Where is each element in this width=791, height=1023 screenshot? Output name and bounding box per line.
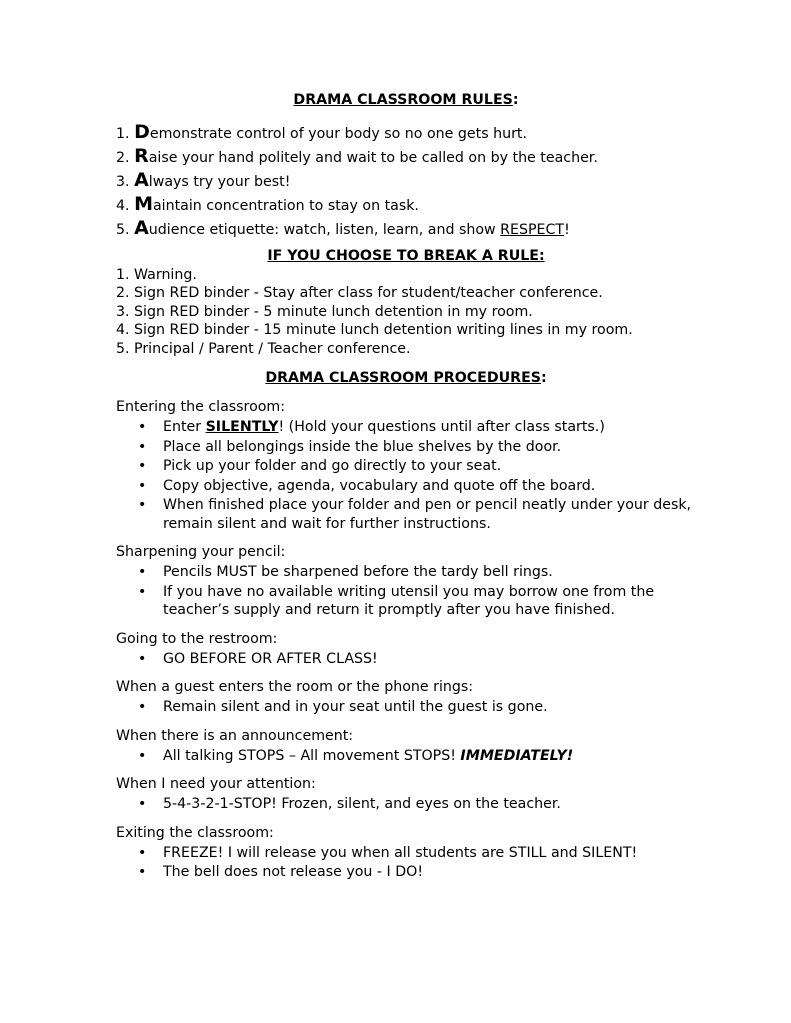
item-text: ! (Hold your questions until after class starts.) <box>278 419 605 436</box>
bullet-icon: • <box>138 497 147 514</box>
rule-text: lways try your best! <box>148 174 291 190</box>
rules-title-colon: : <box>512 92 519 108</box>
bullet-list <box>116 650 696 669</box>
bullet-list <box>116 795 696 814</box>
section-title: When there is an announcement: <box>116 727 354 744</box>
list-item <box>116 747 696 766</box>
section-title: When a guest enters the room or the phone rings: <box>116 679 474 696</box>
bullet-icon: • <box>138 796 147 813</box>
list-item <box>116 863 696 882</box>
rule-initial: R <box>134 145 149 167</box>
section-title: Entering the classroom: <box>116 399 286 416</box>
consequence-item: 2. Sign RED binder - Stay after class for student/teacher conference. <box>116 285 603 302</box>
item-text: When finished place your folder and pen or pencil neatly under your desk, remain silent and wait for further instructions. <box>163 497 692 532</box>
list-item <box>116 650 696 669</box>
silently-text: SILENTLY <box>205 419 279 436</box>
break-rule-heading <box>116 246 696 266</box>
rule-number: 4. <box>116 198 130 214</box>
list-item <box>116 563 696 582</box>
item-text: GO BEFORE OR AFTER CLASS! <box>163 650 378 667</box>
rule-initial: D <box>134 121 150 143</box>
procedures-title: DRAMA CLASSROOM PROCEDURES <box>265 370 541 387</box>
rule-text: emonstrate control of your body so no one gets hurt. <box>149 126 527 142</box>
bullet-icon: • <box>138 564 147 581</box>
bullet-icon: • <box>138 419 147 436</box>
rules-title: DRAMA CLASSROOM RULES <box>293 92 513 108</box>
bullet-icon: • <box>138 583 147 600</box>
immediately-text: IMMEDIATELY! <box>460 747 574 764</box>
section-attention <box>116 775 696 814</box>
item-text: Pick up your folder and go directly to your seat. <box>163 458 502 475</box>
section-title: Sharpening your pencil: <box>116 544 286 561</box>
rule-initial: A <box>134 169 149 191</box>
consequence-item: 3. Sign RED binder - 5 minute lunch detention in my room. <box>116 303 533 320</box>
consequence-item: 1. Warning. <box>116 267 197 283</box>
list-item <box>116 496 696 533</box>
rule-number: 1. <box>116 126 130 142</box>
item-text: All talking STOPS – All movement STOPS! <box>163 747 461 764</box>
list-item <box>116 844 696 863</box>
bullet-icon: • <box>138 864 147 881</box>
section-entering <box>116 398 696 533</box>
bullet-icon: • <box>138 650 147 667</box>
rule-text: udience etiquette: watch, listen, learn, and show <box>148 222 501 238</box>
consequence-item: 4. Sign RED binder - 15 minute lunch detention writing lines in my room. <box>116 322 633 339</box>
item-text: The bell does not release you - I DO! <box>163 864 424 881</box>
bullet-icon: • <box>138 844 147 861</box>
section-guest <box>116 678 696 717</box>
item-text: If you have no available writing utensil you may borrow one from the teacher’s supply and return it promptly after you have finished. <box>163 583 655 619</box>
procedures-heading <box>116 368 696 388</box>
rule-initial: A <box>134 217 149 239</box>
rules-heading <box>116 92 696 108</box>
document-page <box>116 92 696 882</box>
section-announcement <box>116 727 696 766</box>
rule-number: 5. <box>116 222 130 238</box>
section-restroom <box>116 630 696 669</box>
section-sharpening <box>116 543 696 620</box>
bullet-list <box>116 563 696 620</box>
section-exiting <box>116 824 696 882</box>
item-text: Place all belongings inside the blue shelves by the door. <box>163 438 562 455</box>
bullet-icon: • <box>138 699 147 716</box>
item-text: Copy objective, agenda, vocabulary and quote off the board. <box>163 477 596 494</box>
respect-text: RESPECT <box>500 222 565 238</box>
rules-list <box>116 120 696 240</box>
rule-text: aintain concentration to stay on task. <box>152 198 419 214</box>
list-item <box>116 418 696 437</box>
rule-initial: M <box>134 193 153 215</box>
break-rule-title: IF YOU CHOOSE TO BREAK A RULE: <box>267 248 545 264</box>
list-item <box>116 698 696 717</box>
consequences-list <box>116 266 696 358</box>
bullet-icon: • <box>138 438 147 455</box>
list-item <box>116 438 696 457</box>
section-title: Exiting the classroom: <box>116 824 274 841</box>
bullet-icon: • <box>138 747 147 764</box>
item-text: Enter <box>163 419 206 436</box>
item-text: FREEZE! I will release you when all students are STILL and SILENT! <box>163 844 638 861</box>
item-text: Pencils MUST be sharpened before the tardy bell rings. <box>163 564 553 581</box>
rule-item <box>116 192 696 216</box>
item-text: 5-4-3-2-1-STOP! Frozen, silent, and eyes on the teacher. <box>163 796 561 813</box>
consequence-item: 5. Principal / Parent / Teacher conference. <box>116 340 411 357</box>
rule-item <box>116 144 696 168</box>
bullet-icon: • <box>138 477 147 494</box>
rule-number: 2. <box>116 150 130 166</box>
bullet-list <box>116 844 696 882</box>
item-text: Remain silent and in your seat until the guest is gone. <box>163 699 548 716</box>
rule-text: aise your hand politely and wait to be called on by the teacher. <box>148 150 598 166</box>
rule-end: ! <box>564 222 570 238</box>
procedures-title-colon: : <box>541 370 547 387</box>
section-title: When I need your attention: <box>116 776 316 793</box>
list-item <box>116 583 696 620</box>
list-item <box>116 795 696 814</box>
rule-item <box>116 216 696 240</box>
list-item <box>116 457 696 476</box>
bullet-icon: • <box>138 458 147 475</box>
rule-number: 3. <box>116 174 130 190</box>
section-title: Going to the restroom: <box>116 630 278 647</box>
rule-item <box>116 120 696 144</box>
bullet-list <box>116 418 696 533</box>
bullet-list <box>116 747 696 766</box>
list-item <box>116 477 696 496</box>
bullet-list <box>116 698 696 717</box>
rule-item <box>116 168 696 192</box>
